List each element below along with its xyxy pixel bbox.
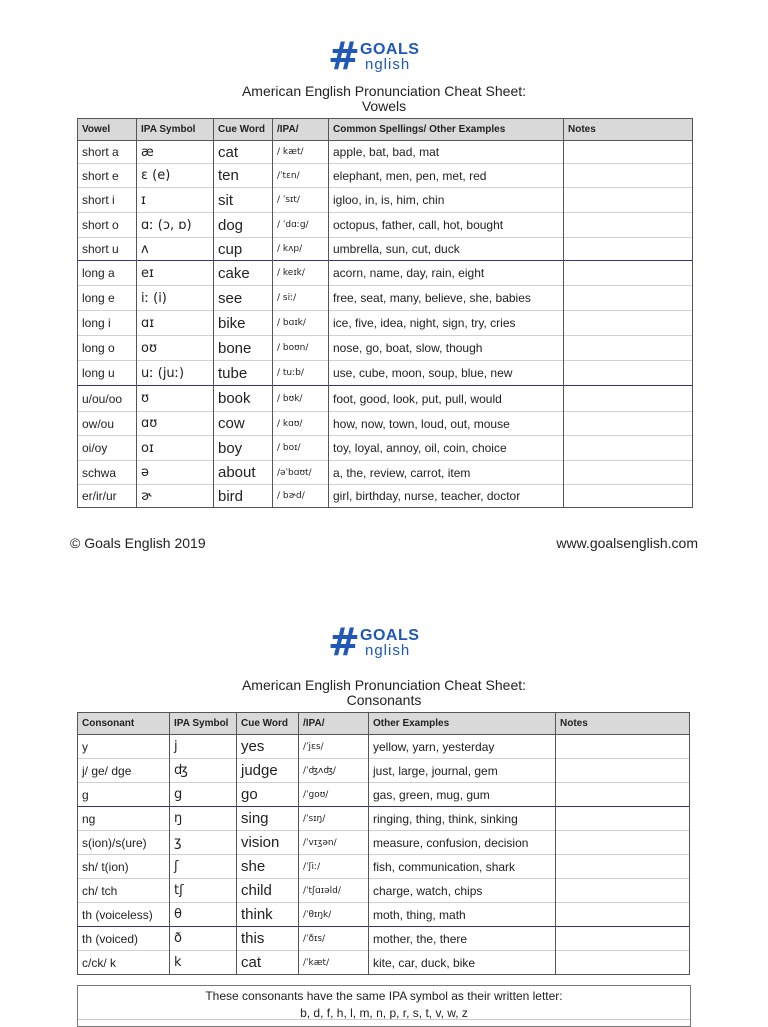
ipa-symbol-cell: ʃ (170, 855, 237, 879)
ipa-transcription-cell: /ˈʃiː/ (299, 855, 369, 879)
ipa-transcription-cell: / boʊn/ (273, 336, 329, 361)
cue-word-cell: vision (237, 831, 299, 855)
header-cue-word: Cue Word (214, 119, 273, 141)
examples-cell: mother, the, there (369, 927, 556, 951)
vowel-name-cell: long o (78, 336, 137, 361)
ipa-symbol-cell: ɑɪ (137, 311, 214, 336)
ipa-transcription-cell: / kʌp/ (273, 238, 329, 261)
vowel-row (78, 461, 693, 485)
notes-cell (564, 213, 693, 238)
ipa-symbol-cell: tʃ (170, 879, 237, 903)
vowel-row (78, 286, 693, 311)
consonant-name-cell: th (voiceless) (78, 903, 170, 927)
cue-word-cell: cake (214, 261, 273, 286)
consonant-row (78, 831, 690, 855)
cue-word-cell: book (214, 386, 273, 412)
footer-copyright: © Goals English 2019 (70, 535, 206, 551)
ipa-transcription-cell: /əˈbɑʊt/ (273, 461, 329, 485)
ipa-symbol-cell: ɛ (e) (137, 164, 214, 188)
examples-cell: yellow, yarn, yesterday (369, 735, 556, 759)
ipa-transcription-cell: / keɪk/ (273, 261, 329, 286)
notes-cell (564, 286, 693, 311)
ipa-symbol-cell: ɑʊ (137, 412, 214, 436)
consonant-row (78, 855, 690, 879)
hash-logo-icon: # (328, 620, 360, 664)
header-notes: Notes (556, 713, 690, 735)
note-divider (78, 1019, 690, 1020)
vowel-row (78, 485, 693, 508)
ipa-symbol-cell: ʤ (170, 759, 237, 783)
consonant-row (78, 927, 690, 951)
examples-cell: a, the, review, carrot, item (329, 461, 564, 485)
logo-goals-text: GOALS (360, 41, 420, 58)
consonants-table (77, 712, 690, 975)
vowel-name-cell: long a (78, 261, 137, 286)
ipa-transcription-cell: /ˈθɪŋk/ (299, 903, 369, 927)
cue-word-cell: she (237, 855, 299, 879)
notes-cell (564, 164, 693, 188)
notes-cell (564, 461, 693, 485)
header-ipa-transcription: /IPA/ (299, 713, 369, 735)
consonant-name-cell: sh/ t(ion) (78, 855, 170, 879)
examples-cell: how, now, town, loud, out, mouse (329, 412, 564, 436)
examples-cell: igloo, in, is, him, chin (329, 188, 564, 213)
vowel-row (78, 336, 693, 361)
ipa-transcription-cell: / bʊk/ (273, 386, 329, 412)
ipa-symbol-cell: ɑː (ɔ, ɒ) (137, 213, 214, 238)
vowel-name-cell: long i (78, 311, 137, 336)
notes-cell (564, 386, 693, 412)
header-ipa-symbol: IPA Symbol (170, 713, 237, 735)
ipa-symbol-cell: ʌ (137, 238, 214, 261)
vowel-name-cell: short u (78, 238, 137, 261)
ipa-symbol-cell: k (170, 951, 237, 975)
notes-cell (556, 759, 690, 783)
notes-cell (564, 485, 693, 508)
examples-cell: apple, bat, bad, mat (329, 141, 564, 164)
ipa-symbol-cell: j (170, 735, 237, 759)
notes-cell (556, 927, 690, 951)
vowel-row (78, 188, 693, 213)
vowel-row (78, 238, 693, 261)
ipa-transcription-cell: /ˈkæt/ (299, 951, 369, 975)
cue-word-cell: bike (214, 311, 273, 336)
note-line-1: These consonants have the same IPA symbol as their written letter: (205, 989, 563, 1003)
consonant-row (78, 759, 690, 783)
ipa-symbol-cell: iː (i) (137, 286, 214, 311)
vowels-subtitle: Vowels (361, 98, 407, 114)
examples-cell: ringing, thing, think, sinking (369, 807, 556, 831)
notes-cell (564, 361, 693, 386)
consonants-subtitle: Consonants (346, 692, 422, 708)
ipa-symbol-cell: oʊ (137, 336, 214, 361)
cue-word-cell: think (237, 903, 299, 927)
notes-cell (564, 141, 693, 164)
cue-word-cell: cow (214, 412, 273, 436)
ipa-transcription-cell: /ˈtɛn/ (273, 164, 329, 188)
consonant-name-cell: ch/ tch (78, 879, 170, 903)
vowel-name-cell: short e (78, 164, 137, 188)
consonant-name-cell: g (78, 783, 170, 807)
cue-word-cell: yes (237, 735, 299, 759)
header-ipa-symbol: IPA Symbol (137, 119, 214, 141)
cue-word-cell: tube (214, 361, 273, 386)
vowels-title: American English Pronunciation Cheat Sheet: (241, 83, 527, 99)
vowel-name-cell: oi/oy (78, 436, 137, 461)
same-symbol-note (77, 985, 691, 1027)
cue-word-cell: child (237, 879, 299, 903)
vowels-header-row (78, 119, 693, 141)
examples-cell: umbrella, sun, cut, duck (329, 238, 564, 261)
consonant-name-cell: s(ion)/s(ure) (78, 831, 170, 855)
goals-english-logo-2 (328, 620, 438, 664)
examples-cell: measure, confusion, decision (369, 831, 556, 855)
ipa-transcription-cell: / bɑɪk/ (273, 311, 329, 336)
cue-word-cell: go (237, 783, 299, 807)
vowel-name-cell: long u (78, 361, 137, 386)
header-other-examples: Other Examples (369, 713, 556, 735)
cue-word-cell: bird (214, 485, 273, 508)
vowel-name-cell: short o (78, 213, 137, 238)
ipa-transcription-cell: /ˈjɛs/ (299, 735, 369, 759)
vowel-name-cell: short i (78, 188, 137, 213)
header-notes: Notes (564, 119, 693, 141)
notes-cell (556, 951, 690, 975)
examples-cell: free, seat, many, believe, she, babies (329, 286, 564, 311)
ipa-transcription-cell: /ˈsɪŋ/ (299, 807, 369, 831)
vowels-table (77, 118, 693, 508)
consonant-row (78, 903, 690, 927)
ipa-symbol-cell: oɪ (137, 436, 214, 461)
consonant-row (78, 735, 690, 759)
ipa-transcription-cell: / ˈsɪt/ (273, 188, 329, 213)
notes-cell (556, 831, 690, 855)
logo-goals-text: GOALS (360, 627, 420, 644)
examples-cell: just, large, journal, gem (369, 759, 556, 783)
examples-cell: toy, loyal, annoy, oil, coin, choice (329, 436, 564, 461)
cue-word-cell: bone (214, 336, 273, 361)
consonant-row (78, 951, 690, 975)
vowel-row (78, 386, 693, 412)
examples-cell: acorn, name, day, rain, eight (329, 261, 564, 286)
consonants-header-row (78, 713, 690, 735)
notes-cell (556, 783, 690, 807)
goals-english-logo (328, 34, 438, 78)
vowel-name-cell: long e (78, 286, 137, 311)
ipa-symbol-cell: uː (juː) (137, 361, 214, 386)
examples-cell: nose, go, boat, slow, though (329, 336, 564, 361)
ipa-symbol-cell: θ (170, 903, 237, 927)
notes-cell (556, 903, 690, 927)
examples-cell: gas, green, mug, gum (369, 783, 556, 807)
notes-cell (564, 412, 693, 436)
examples-cell: girl, birthday, nurse, teacher, doctor (329, 485, 564, 508)
vowel-row (78, 213, 693, 238)
logo-english-text: nglish (365, 56, 411, 73)
ipa-transcription-cell: /ˈtʃɑɪəld/ (299, 879, 369, 903)
cue-word-cell: sing (237, 807, 299, 831)
notes-cell (564, 188, 693, 213)
cue-word-cell: cat (237, 951, 299, 975)
notes-cell (564, 311, 693, 336)
ipa-transcription-cell: /ˈvɪʒən/ (299, 831, 369, 855)
vowel-row (78, 361, 693, 386)
ipa-symbol-cell: ə (137, 461, 214, 485)
notes-cell (556, 879, 690, 903)
ipa-transcription-cell: /ˈðɪs/ (299, 927, 369, 951)
header-cue-word: Cue Word (237, 713, 299, 735)
cue-word-cell: ten (214, 164, 273, 188)
examples-cell: elephant, men, pen, met, red (329, 164, 564, 188)
notes-cell (564, 261, 693, 286)
examples-cell: kite, car, duck, bike (369, 951, 556, 975)
cue-word-cell: sit (214, 188, 273, 213)
ipa-symbol-cell: ɪ (137, 188, 214, 213)
consonant-name-cell: y (78, 735, 170, 759)
header-vowel: Vowel (78, 119, 137, 141)
ipa-symbol-cell: ð (170, 927, 237, 951)
ipa-transcription-cell: / siː/ (273, 286, 329, 311)
hash-logo-icon: # (328, 34, 360, 78)
ipa-symbol-cell: ɚ (137, 485, 214, 508)
cue-word-cell: this (237, 927, 299, 951)
ipa-transcription-cell: /ˈʤʌʤ/ (299, 759, 369, 783)
ipa-symbol-cell: ʊ (137, 386, 214, 412)
consonant-name-cell: ng (78, 807, 170, 831)
consonant-name-cell: c/ck/ k (78, 951, 170, 975)
vowel-row (78, 412, 693, 436)
header-common-spellings: Common Spellings/ Other Examples (329, 119, 564, 141)
notes-cell (556, 855, 690, 879)
ipa-transcription-cell: / tuːb/ (273, 361, 329, 386)
ipa-symbol-cell: eɪ (137, 261, 214, 286)
consonant-name-cell: j/ ge/ dge (78, 759, 170, 783)
ipa-transcription-cell: / kɑʊ/ (273, 412, 329, 436)
vowel-name-cell: short a (78, 141, 137, 164)
examples-cell: moth, thing, math (369, 903, 556, 927)
header-consonant: Consonant (78, 713, 170, 735)
notes-cell (564, 336, 693, 361)
vowel-row (78, 311, 693, 336)
ipa-symbol-cell: æ (137, 141, 214, 164)
cue-word-cell: see (214, 286, 273, 311)
notes-cell (564, 238, 693, 261)
vowel-name-cell: schwa (78, 461, 137, 485)
ipa-transcription-cell: /ˈgoʊ/ (299, 783, 369, 807)
consonant-row (78, 807, 690, 831)
examples-cell: fish, communication, shark (369, 855, 556, 879)
ipa-transcription-cell: / ˈdɑːg/ (273, 213, 329, 238)
ipa-symbol-cell: ŋ (170, 807, 237, 831)
vowel-row (78, 141, 693, 164)
consonant-row (78, 783, 690, 807)
vowel-name-cell: ow/ou (78, 412, 137, 436)
ipa-symbol-cell: g (170, 783, 237, 807)
ipa-transcription-cell: / bɚd/ (273, 485, 329, 508)
examples-cell: octopus, father, call, hot, bought (329, 213, 564, 238)
cue-word-cell: cup (214, 238, 273, 261)
note-line-2: b, d, f, h, l, m, n, p, r, s, t, v, w, z (300, 1006, 468, 1020)
consonants-title: American English Pronunciation Cheat Sheet: (241, 677, 527, 693)
consonant-row (78, 879, 690, 903)
examples-cell: ice, five, idea, night, sign, try, cries (329, 311, 564, 336)
footer-website-link[interactable]: www.goalsenglish.com (556, 535, 698, 551)
vowel-row (78, 261, 693, 286)
logo-english-text: nglish (365, 642, 411, 659)
examples-cell: foot, good, look, put, pull, would (329, 386, 564, 412)
consonant-name-cell: th (voiced) (78, 927, 170, 951)
examples-cell: charge, watch, chips (369, 879, 556, 903)
examples-cell: use, cube, moon, soup, blue, new (329, 361, 564, 386)
vowel-name-cell: u/ou/oo (78, 386, 137, 412)
cue-word-cell: cat (214, 141, 273, 164)
notes-cell (564, 436, 693, 461)
cue-word-cell: dog (214, 213, 273, 238)
vowel-row (78, 164, 693, 188)
header-ipa-transcription: /IPA/ (273, 119, 329, 141)
ipa-transcription-cell: / boɪ/ (273, 436, 329, 461)
cue-word-cell: judge (237, 759, 299, 783)
notes-cell (556, 807, 690, 831)
cue-word-cell: boy (214, 436, 273, 461)
notes-cell (556, 735, 690, 759)
vowel-name-cell: er/ir/ur (78, 485, 137, 508)
cue-word-cell: about (214, 461, 273, 485)
ipa-transcription-cell: / kæt/ (273, 141, 329, 164)
ipa-symbol-cell: ʒ (170, 831, 237, 855)
vowel-row (78, 436, 693, 461)
